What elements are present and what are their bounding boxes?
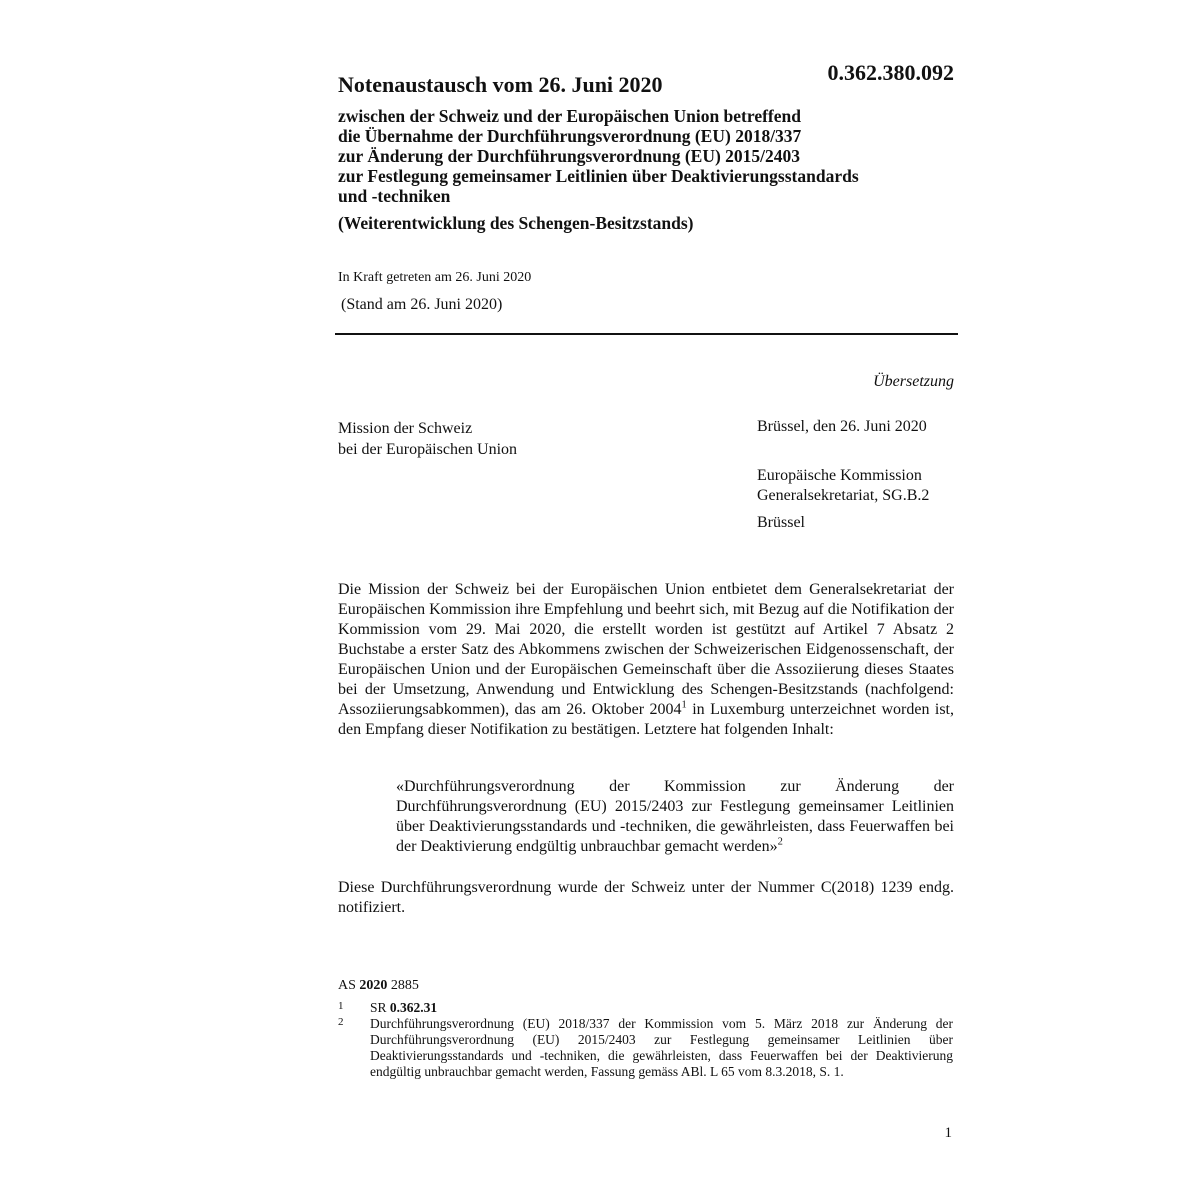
sender-line: bei der Europäischen Union xyxy=(338,441,518,458)
recipient-line: Europäische Kommission xyxy=(757,467,922,484)
paragraph-text: in Luxemburg unterzeichnet worden ist, den Empfang dieser Notifikation zu bestätigen. Letztere hat folgenden Inhalt: xyxy=(338,701,955,738)
notification-quote xyxy=(396,777,954,857)
footnote-number: 2 xyxy=(338,1016,344,1028)
footnote-text xyxy=(370,1000,953,1016)
recipient-line: Generalsekretariat, SG.B.2 xyxy=(757,487,930,504)
body-paragraph-2: Diese Durchführungsverordnung wurde der Schweiz unter der Nummer C(2018) 1239 endg. notifiziert. xyxy=(338,879,954,916)
status-date: (Stand am 26. Juni 2020) xyxy=(341,296,503,313)
body-paragraph-1 xyxy=(338,580,954,740)
subtitle-line: zur Festlegung gemeinsamer Leitlinien über Deaktivierungsstandards xyxy=(338,166,859,186)
footnote-number: 1 xyxy=(338,1000,344,1012)
as-prefix: AS xyxy=(338,978,360,993)
letter-date: Brüssel, den 26. Juni 2020 xyxy=(757,418,927,435)
footnote-prefix: SR xyxy=(370,1000,390,1015)
sr-number: 0.362.380.092 xyxy=(827,60,954,85)
in-force-date: In Kraft getreten am 26. Juni 2020 xyxy=(338,270,532,285)
subtitle-line: und -techniken xyxy=(338,186,451,206)
recipient-address xyxy=(757,466,929,506)
as-page: 2885 xyxy=(387,978,419,993)
translation-label: Übersetzung xyxy=(873,373,954,390)
quote-text: «Durchführungsverordnung der Kommission zur Änderung der Durchführungsverordnung (EU) 2015/2403 zur Festlegung gemeinsamer Leitlinien über Deaktivierungsstandards und -techniken, die gewährleisten, dass Feuerwaffen bei der Deaktivierung endgültig unbrauchbar gemacht werden» xyxy=(396,778,954,855)
recipient-city: Brüssel xyxy=(757,514,805,531)
subtitle-line: zur Änderung der Durchführungsverordnung (EU) 2015/2403 xyxy=(338,146,801,166)
sender-line: Mission der Schweiz xyxy=(338,420,473,437)
footnote-body: Durchführungsverordnung (EU) 2018/337 der Kommission vom 5. März 2018 zur Änderung der Durchführungsverordnung (EU) 2015/2403 zur Festlegung gemeinsamer Leitlinien über Deaktivierungsstandards und -techniken, die gewährleisten, dass Feuerwaffen bei der Deaktivierung endgültig unbrauchbar gemacht werden, Fassung gemäss ABl. L 65 vom 8.3.2018, S. 1. xyxy=(370,1016,953,1079)
footnote-text xyxy=(370,1016,953,1080)
subtitle-line: die Übernahme der Durchführungsverordnung (EU) 2018/337 xyxy=(338,126,802,146)
page-number: 1 xyxy=(944,1125,952,1141)
document-title: Notenaustausch vom 26. Juni 2020 xyxy=(338,72,663,97)
official-compilation-reference xyxy=(338,978,419,994)
header-divider xyxy=(335,333,958,335)
footnote-reference-1[interactable]: 1 xyxy=(681,699,687,711)
footnote-reference-2[interactable]: 2 xyxy=(777,836,783,848)
footnote-sr-number: 0.362.31 xyxy=(389,1000,438,1015)
paragraph-text: Die Mission der Schweiz bei der Europäischen Union entbietet dem Generalsekretariat der Europäischen Kommission ihre Empfehlung und beehrt sich, mit Bezug auf die Notifikation der Kommission vom 29. Mai 2020, die erstellt worden ist gestützt auf Artikel 7 Absatz 2 Buchstabe a erster Satz des Abkommens zwischen der Schweizerischen Eidgenossenschaft, der Europäischen Union und der Europäischen Gemeinschaft über die Assoziierung dieses Staates bei der Umsetzung, Anwendung und Entwicklung des Schengen-Besitzstands (nachfolgend: Assoziierungsabkommen), das am 26. Oktober 2004 xyxy=(338,581,954,718)
as-year: 2020 xyxy=(359,978,388,993)
sender-address xyxy=(338,418,517,460)
subtitle-line: zwischen der Schweiz und der Europäischen Union betreffend xyxy=(338,106,801,126)
document-subtitle xyxy=(338,106,958,206)
document-subtitle-schengen: (Weiterentwicklung des Schengen-Besitzstands) xyxy=(338,213,694,233)
